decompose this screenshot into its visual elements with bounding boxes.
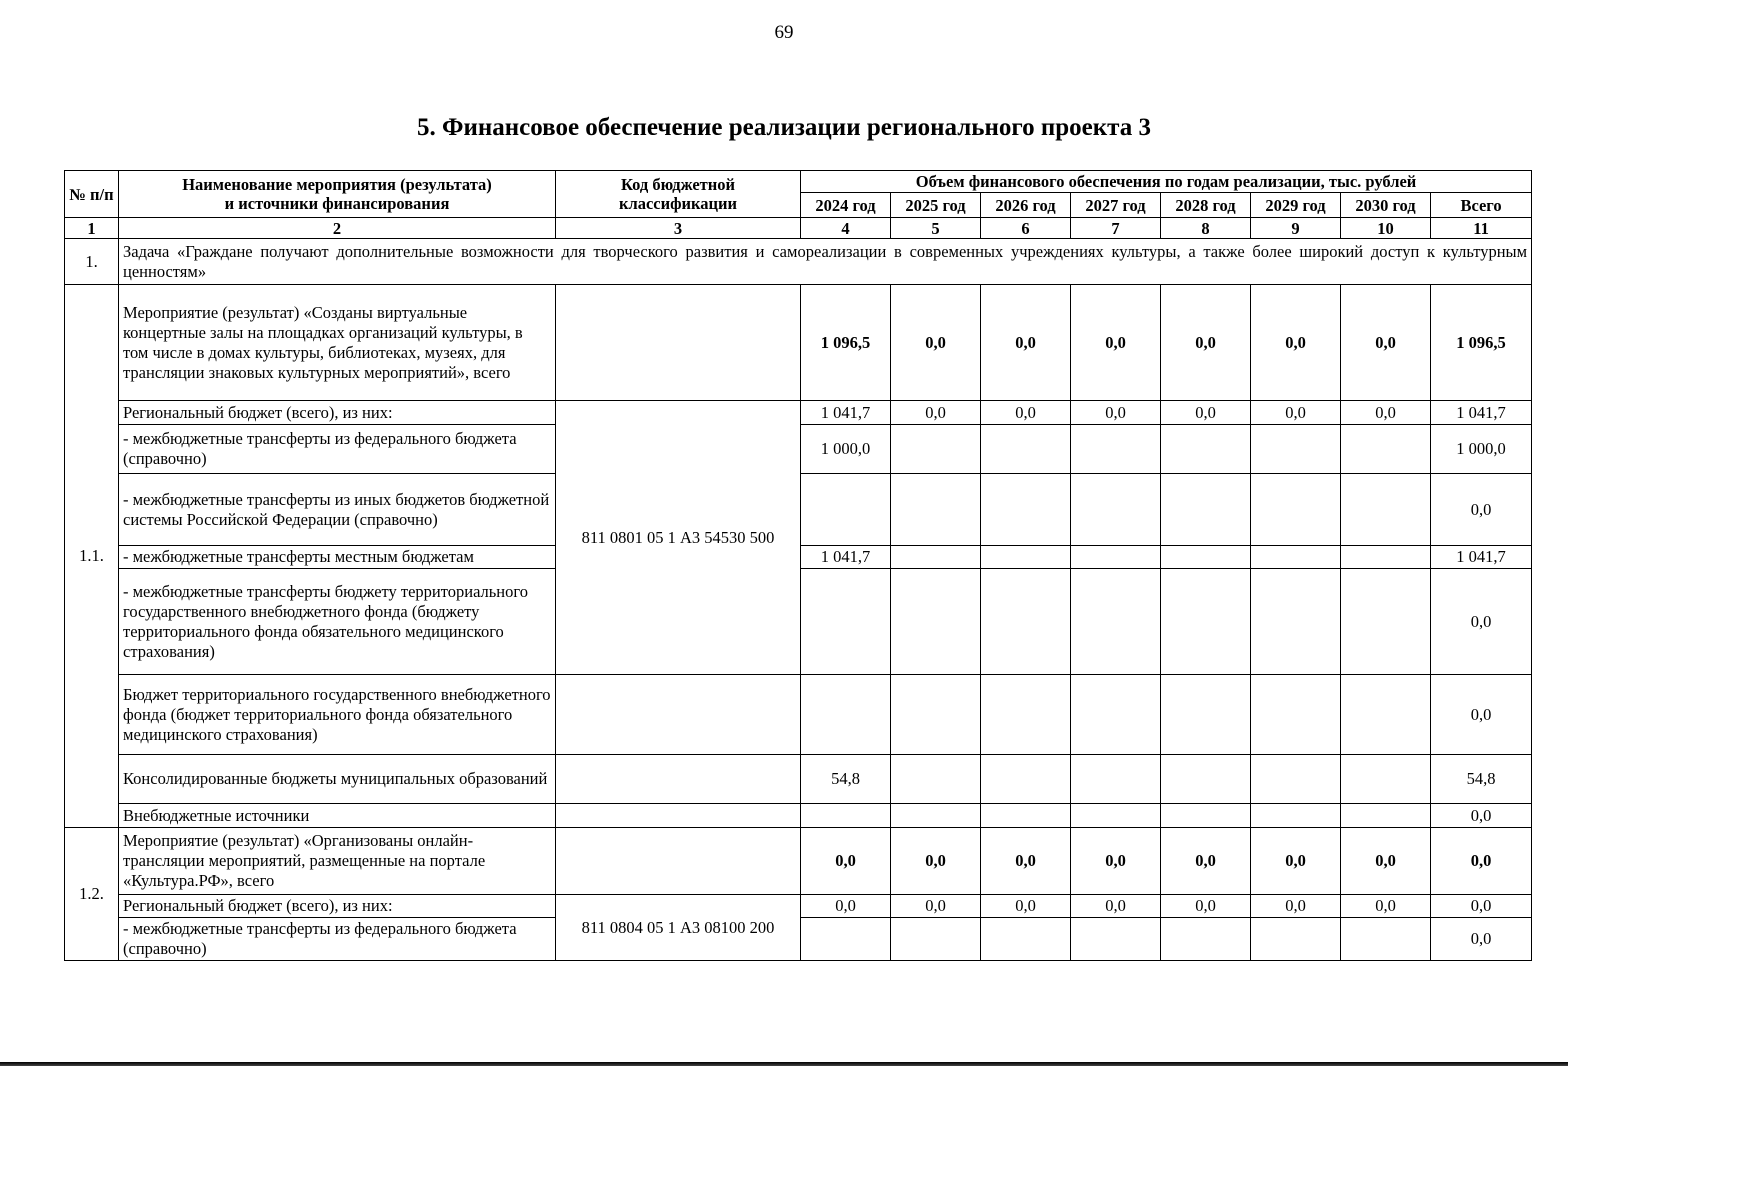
value-cell xyxy=(1251,474,1341,546)
value-cell: 0,0 xyxy=(1251,285,1341,401)
value-cell xyxy=(1251,425,1341,474)
row-num: 1.2. xyxy=(65,828,119,961)
total-cell: 0,0 xyxy=(1431,804,1532,828)
value-cell xyxy=(1161,918,1251,961)
value-cell: 0,0 xyxy=(891,401,981,425)
value-cell xyxy=(981,755,1071,804)
total-cell: 0,0 xyxy=(1431,895,1532,918)
task-text: Задача «Граждане получают дополнительные возможности для творческого развития и самореализации в современных учреждениях культуры, а также более широкий доступ к культурным ценностям» xyxy=(119,239,1532,285)
value-cell xyxy=(981,474,1071,546)
total-cell: 1 096,5 xyxy=(1431,285,1532,401)
col-number: 9 xyxy=(1251,218,1341,239)
value-cell: 0,0 xyxy=(981,828,1071,895)
value-cell: 0,0 xyxy=(1071,401,1161,425)
value-cell: 1 041,7 xyxy=(801,401,891,425)
col-number: 3 xyxy=(556,218,801,239)
header-year: 2027 год xyxy=(1071,193,1161,218)
page-number: 69 xyxy=(774,22,794,43)
header-name-col xyxy=(119,171,556,218)
value-cell xyxy=(1161,474,1251,546)
table-row xyxy=(65,401,1532,425)
value-cell xyxy=(981,675,1071,755)
value-cell: 0,0 xyxy=(981,285,1071,401)
value-cell: 0,0 xyxy=(1251,401,1341,425)
total-cell: 0,0 xyxy=(1431,675,1532,755)
value-cell: 0,0 xyxy=(1161,401,1251,425)
table-row xyxy=(65,675,1532,755)
value-cell xyxy=(1071,425,1161,474)
table-row xyxy=(65,804,1532,828)
value-cell xyxy=(891,474,981,546)
row-name: - межбюджетные трансферты из федерального бюджета (справочно) xyxy=(119,918,556,961)
value-cell xyxy=(1071,569,1161,675)
value-cell xyxy=(891,755,981,804)
value-cell: 0,0 xyxy=(1071,828,1161,895)
total-cell: 0,0 xyxy=(1431,918,1532,961)
value-cell: 0,0 xyxy=(1161,828,1251,895)
value-cell xyxy=(981,569,1071,675)
col-number: 7 xyxy=(1071,218,1161,239)
total-cell: 54,8 xyxy=(1431,755,1532,804)
row-name: - межбюджетные трансферты из федерального бюджета (справочно) xyxy=(119,425,556,474)
header-year: 2030 год xyxy=(1341,193,1431,218)
value-cell xyxy=(1341,675,1431,755)
header-year: 2025 год xyxy=(891,193,981,218)
header-year: 2029 год xyxy=(1251,193,1341,218)
value-cell xyxy=(1161,546,1251,569)
value-cell: 0,0 xyxy=(1071,895,1161,918)
value-cell xyxy=(1161,569,1251,675)
row-name: - межбюджетные трансферты из иных бюджетов бюджетной системы Российской Федерации (справочно) xyxy=(119,474,556,546)
row-name: - межбюджетные трансферты местным бюджетам xyxy=(119,546,556,569)
header-num-col: № п/п xyxy=(65,171,119,218)
value-cell: 0,0 xyxy=(1251,828,1341,895)
value-cell xyxy=(1251,918,1341,961)
code-cell-empty xyxy=(556,675,801,755)
value-cell: 0,0 xyxy=(891,828,981,895)
task-row xyxy=(65,239,1532,285)
task-num: 1. xyxy=(65,239,119,285)
value-cell xyxy=(1161,755,1251,804)
value-cell: 0,0 xyxy=(801,828,891,895)
col-number: 2 xyxy=(119,218,556,239)
value-cell xyxy=(1161,675,1251,755)
row-name: - межбюджетные трансферты бюджету территориального государственного внебюджетного фонда (бюджету территориального фонда обязательного медицинского страхования) xyxy=(119,569,556,675)
total-cell: 1 041,7 xyxy=(1431,546,1532,569)
value-cell xyxy=(1251,804,1341,828)
value-cell xyxy=(1341,755,1431,804)
value-cell xyxy=(1071,804,1161,828)
header-name-line2: и источники финансирования xyxy=(224,194,450,213)
table-row xyxy=(65,755,1532,804)
value-cell: 0,0 xyxy=(1341,895,1431,918)
document-title: 5. Финансовое обеспечение реализации регионального проекта 3 xyxy=(416,114,1152,141)
value-cell xyxy=(981,804,1071,828)
value-cell xyxy=(1341,569,1431,675)
header-total: Всего xyxy=(1431,193,1532,218)
code-cell-empty xyxy=(556,285,801,401)
value-cell: 0,0 xyxy=(981,895,1071,918)
value-cell xyxy=(891,675,981,755)
header-code-col xyxy=(556,171,801,218)
col-number: 5 xyxy=(891,218,981,239)
col-number: 8 xyxy=(1161,218,1251,239)
col-number: 10 xyxy=(1341,218,1431,239)
value-cell xyxy=(891,918,981,961)
value-cell xyxy=(1161,804,1251,828)
value-cell xyxy=(981,918,1071,961)
value-cell: 0,0 xyxy=(1071,285,1161,401)
col-number: 6 xyxy=(981,218,1071,239)
row-name: Мероприятие (результат) «Организованы онлайн-трансляции мероприятий, размещенные на портале «Культура.РФ», всего xyxy=(119,828,556,895)
value-cell: 0,0 xyxy=(801,895,891,918)
value-cell xyxy=(1341,425,1431,474)
row-name: Консолидированные бюджеты муниципальных образований xyxy=(119,755,556,804)
value-cell xyxy=(1251,546,1341,569)
value-cell xyxy=(801,918,891,961)
code-cell-empty xyxy=(556,755,801,804)
column-numbers-row xyxy=(65,218,1532,239)
value-cell: 0,0 xyxy=(891,285,981,401)
total-cell: 0,0 xyxy=(1431,474,1532,546)
value-cell: 0,0 xyxy=(1161,285,1251,401)
value-cell xyxy=(891,546,981,569)
value-cell xyxy=(981,425,1071,474)
row-name: Региональный бюджет (всего), из них: xyxy=(119,895,556,918)
value-cell: 1 096,5 xyxy=(801,285,891,401)
budget-code: 811 0804 05 1 А3 08100 200 xyxy=(556,895,801,961)
header-year: 2028 год xyxy=(1161,193,1251,218)
value-cell: 54,8 xyxy=(801,755,891,804)
header-name-line1: Наименование мероприятия (результата) xyxy=(182,175,492,194)
col-number: 4 xyxy=(801,218,891,239)
bottom-scan-rule xyxy=(0,1062,1568,1066)
value-cell xyxy=(801,474,891,546)
value-cell: 0,0 xyxy=(1341,285,1431,401)
value-cell: 0,0 xyxy=(1341,401,1431,425)
value-cell xyxy=(801,569,891,675)
header-volume-col: Объем финансового обеспечения по годам реализации, тыс. рублей xyxy=(801,171,1532,193)
value-cell: 0,0 xyxy=(981,401,1071,425)
total-cell: 0,0 xyxy=(1431,569,1532,675)
value-cell: 1 000,0 xyxy=(801,425,891,474)
header-code-line1: Код бюджетной xyxy=(620,175,736,194)
value-cell xyxy=(1341,918,1431,961)
value-cell xyxy=(1341,546,1431,569)
value-cell xyxy=(891,569,981,675)
row-name: Бюджет территориального государственного внебюджетного фонда (бюджет территориального фонда обязательного медицинского страхования) xyxy=(119,675,556,755)
row-name: Внебюджетные источники xyxy=(119,804,556,828)
row-num: 1.1. xyxy=(65,285,119,828)
header-row-1 xyxy=(65,171,1532,193)
header-code-line2: классификации xyxy=(618,194,738,213)
financing-table xyxy=(64,170,1532,961)
value-cell xyxy=(1341,804,1431,828)
header-year: 2024 год xyxy=(801,193,891,218)
value-cell xyxy=(891,804,981,828)
value-cell xyxy=(1071,675,1161,755)
budget-code: 811 0801 05 1 А3 54530 500 xyxy=(556,401,801,675)
value-cell: 1 041,7 xyxy=(801,546,891,569)
value-cell: 0,0 xyxy=(1161,895,1251,918)
col-number: 11 xyxy=(1431,218,1532,239)
row-name: Региональный бюджет (всего), из них: xyxy=(119,401,556,425)
code-cell-empty xyxy=(556,828,801,895)
value-cell: 0,0 xyxy=(1341,828,1431,895)
table-row xyxy=(65,285,1532,401)
value-cell: 0,0 xyxy=(891,895,981,918)
value-cell xyxy=(801,804,891,828)
value-cell xyxy=(1251,755,1341,804)
value-cell xyxy=(801,675,891,755)
value-cell: 0,0 xyxy=(1251,895,1341,918)
table-row xyxy=(65,895,1532,918)
col-number: 1 xyxy=(65,218,119,239)
value-cell xyxy=(891,425,981,474)
row-name: Мероприятие (результат) «Созданы виртуальные концертные залы на площадках организаций культуры, в том числе в домах культуры, библиотеках, музеях, для трансляции знаковых культурных мероприятий», всего xyxy=(119,285,556,401)
total-cell: 1 041,7 xyxy=(1431,401,1532,425)
value-cell xyxy=(1071,546,1161,569)
header-year: 2026 год xyxy=(981,193,1071,218)
value-cell xyxy=(1071,755,1161,804)
value-cell xyxy=(1161,425,1251,474)
total-cell: 0,0 xyxy=(1431,828,1532,895)
code-cell-empty xyxy=(556,804,801,828)
value-cell xyxy=(1071,474,1161,546)
total-cell: 1 000,0 xyxy=(1431,425,1532,474)
value-cell xyxy=(1251,569,1341,675)
value-cell xyxy=(1251,675,1341,755)
value-cell xyxy=(981,546,1071,569)
table-row xyxy=(65,828,1532,895)
value-cell xyxy=(1071,918,1161,961)
value-cell xyxy=(1341,474,1431,546)
